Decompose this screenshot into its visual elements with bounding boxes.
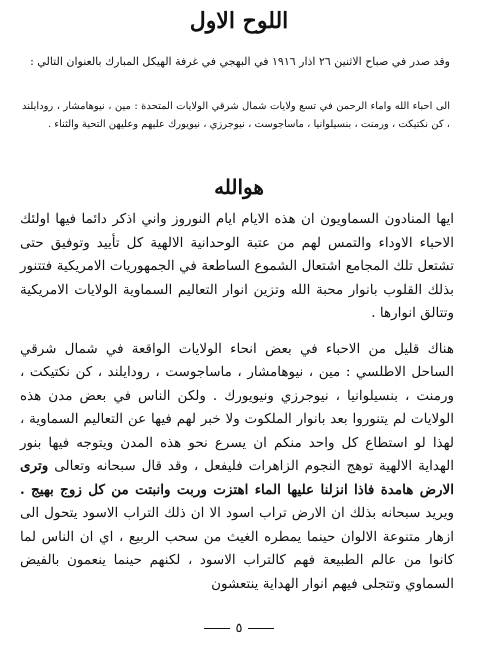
paragraph-2 xyxy=(20,338,454,597)
quran-verse: وترى الارض هامدة فاذا انزلنا عليها الماء اهتزت وربت وانبتت من كل زوج بهيج . xyxy=(20,458,454,498)
page-number: ٥ xyxy=(235,621,243,636)
paragraph-2-after: ويريد سبحانه بذلك ان الارض تراب اسود الا ان ذلك التراب الاسود يتحول الى ازهار متنوعة الالوان حينما يمطره الغيث من سحب الربيع ، اي ان الناس لما كانوا من عالم الطبيعة فهم كالتراب الاسود ، لكنهم حينما ينعمون بالفيض السماوي وتتجلى فيهم انوار الهداية ينتعشون xyxy=(20,505,454,592)
addressee-text: الى احباء الله واماء الرحمن في تسع ولايات شمال شرقي الولايات المتحدة : مين ، نيوهامشار ، رودايلند ، كن نكتيكت ، ورمنت ، بنسيلوانيا ، ماساجوست ، نيوجرزي ، نيويورك عليهم وعليهن التحية والثناء . xyxy=(22,101,450,130)
footer-dash-right xyxy=(248,628,274,629)
section-heading: هوالله xyxy=(214,175,264,199)
body-text xyxy=(20,208,454,596)
page-number-footer xyxy=(0,621,478,636)
paragraph-2-before: هناك قليل من الاحباء في بعض انحاء الولايات الواقعة في شمال شرقي الساحل الاطلسي : مين ، نيوهامشار ، ماساجوست ، رودايلند ، كن نكتيكت ، ورمنت ، بنسيلوانيا ، نيوجرزي ونيويورك . ولكن الناس في بعض مدن هذه الولايات لم يتنوروا بعد بانوار الملكوت ولا خبر لهم فيها عن التعاليم السماوية ، لهذا لو استطاع كل واحد منكم ان يسرع نحو هذه المدن ويتوجه فيها بنور الهداية الالهية توهج النجوم الزاهرات فليفعل ، وقد قال سبحانه وتعالى xyxy=(20,340,454,474)
addressee-block xyxy=(22,98,450,134)
intro-block xyxy=(22,52,450,71)
intro-text: وقد صدر في صباح الاثنين ٢٦ اذار ١٩١٦ في البهجي في غرفة الهيكل المبارك بالعنوان التالي : xyxy=(30,55,450,68)
footer-dash-left xyxy=(204,628,230,629)
page-title: اللوح الاول xyxy=(189,8,289,34)
paragraph-1: ايها المنادون السماويون ان هذه الايام ايام النوروز واني اذكر دائما فيها اولئك الاحباء الاوداء والتمس لهم من عتبة الوحدانية الالهية كل تأييد وتوفيق حتى تشتعل تلك المجامع اشتعال الشموع الساطعة في الجمهوريات الامريكية فتتنور بذلك القلوب بانوار محبة الله وتزين انوار التعاليم السماوية الولايات الامريكية وتتالق انوارها . xyxy=(20,211,454,321)
